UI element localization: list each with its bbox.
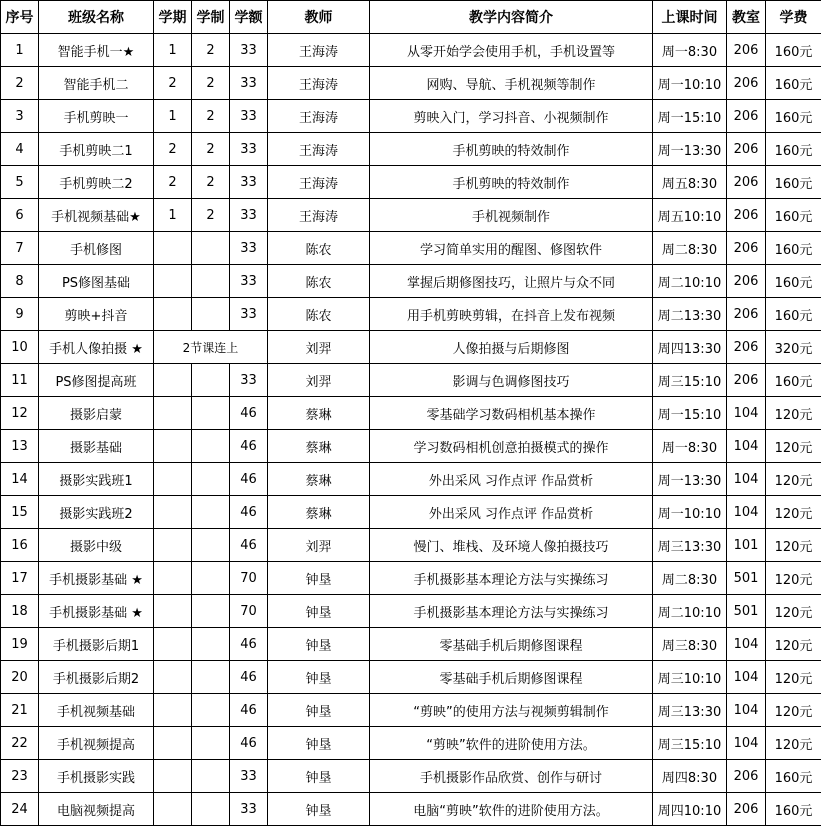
cell-fee: 320元: [766, 331, 821, 364]
cell-content: 学习数码相机创意拍摄模式的操作: [370, 430, 653, 463]
cell-teacher: 钟垦: [268, 694, 370, 727]
cell-quota: 46: [230, 628, 268, 661]
cell-no: 16: [1, 529, 39, 562]
cell-room: 501: [727, 562, 766, 595]
cell-term: [154, 661, 192, 694]
cell-length: [192, 298, 230, 331]
cell-content: 零基础手机后期修图课程: [370, 628, 653, 661]
table-row: [1, 694, 821, 727]
table-row: [1, 595, 821, 628]
cell-term: 1: [154, 199, 192, 232]
cell-length: [192, 463, 230, 496]
cell-no: 17: [1, 562, 39, 595]
cell-term: [154, 595, 192, 628]
cell-teacher: 王海涛: [268, 100, 370, 133]
cell-quota: 46: [230, 529, 268, 562]
table-row: [1, 265, 821, 298]
table-row: [1, 463, 821, 496]
cell-fee: 160元: [766, 298, 821, 331]
cell-term: [154, 760, 192, 793]
cell-length: 2: [192, 199, 230, 232]
cell-content: 剪映入门，学习抖音、小视频制作: [370, 100, 653, 133]
cell-room: 104: [727, 430, 766, 463]
table-row: [1, 760, 821, 793]
cell-term: 1: [154, 34, 192, 67]
cell-teacher: 钟垦: [268, 793, 370, 826]
cell-class-name: 摄影实践班2: [39, 496, 154, 529]
cell-room: 206: [727, 298, 766, 331]
cell-no: 24: [1, 793, 39, 826]
cell-merged-note: 2节课连上: [154, 331, 268, 364]
cell-fee: 120元: [766, 397, 821, 430]
table-row: [1, 727, 821, 760]
cell-quota: 33: [230, 133, 268, 166]
cell-no: 6: [1, 199, 39, 232]
cell-term: [154, 364, 192, 397]
cell-fee: 160元: [766, 265, 821, 298]
header-content: 教学内容简介: [370, 1, 653, 34]
cell-time: 周二10:10: [653, 595, 727, 628]
cell-room: 206: [727, 34, 766, 67]
cell-content: 用手机剪映剪辑，在抖音上发布视频: [370, 298, 653, 331]
cell-length: 2: [192, 166, 230, 199]
table-row: [1, 562, 821, 595]
cell-time: 周二8:30: [653, 232, 727, 265]
cell-content: “剪映”的使用方法与视频剪辑制作: [370, 694, 653, 727]
cell-quota: 33: [230, 265, 268, 298]
table-row: [1, 199, 821, 232]
cell-quota: 70: [230, 595, 268, 628]
cell-no: 15: [1, 496, 39, 529]
cell-fee: 160元: [766, 133, 821, 166]
cell-content: 网购、导航、手机视频等制作: [370, 67, 653, 100]
cell-time: 周一10:10: [653, 496, 727, 529]
cell-teacher: 王海涛: [268, 67, 370, 100]
cell-class-name: PS修图提高班: [39, 364, 154, 397]
cell-room: 206: [727, 265, 766, 298]
cell-quota: 46: [230, 430, 268, 463]
cell-fee: 160元: [766, 67, 821, 100]
header-teacher: 教师: [268, 1, 370, 34]
cell-teacher: 钟垦: [268, 760, 370, 793]
cell-quota: 33: [230, 793, 268, 826]
cell-room: 206: [727, 100, 766, 133]
cell-length: [192, 595, 230, 628]
cell-class-name: 手机摄影基础 ★: [39, 595, 154, 628]
cell-time: 周三15:10: [653, 727, 727, 760]
table-row: [1, 232, 821, 265]
cell-room: 206: [727, 67, 766, 100]
cell-length: [192, 727, 230, 760]
cell-fee: 120元: [766, 595, 821, 628]
header-room: 教室: [727, 1, 766, 34]
cell-no: 10: [1, 331, 39, 364]
header-no: 序号: [1, 1, 39, 34]
cell-room: 206: [727, 364, 766, 397]
cell-length: 2: [192, 67, 230, 100]
cell-no: 12: [1, 397, 39, 430]
cell-term: [154, 265, 192, 298]
cell-content: 电脑“剪映”软件的进阶使用方法。: [370, 793, 653, 826]
cell-content: 从零开始学会使用手机，手机设置等: [370, 34, 653, 67]
cell-length: [192, 496, 230, 529]
cell-term: [154, 562, 192, 595]
cell-no: 14: [1, 463, 39, 496]
cell-term: [154, 397, 192, 430]
cell-quota: 33: [230, 298, 268, 331]
cell-quota: 33: [230, 34, 268, 67]
cell-no: 18: [1, 595, 39, 628]
cell-time: 周四8:30: [653, 760, 727, 793]
cell-fee: 160元: [766, 34, 821, 67]
cell-no: 23: [1, 760, 39, 793]
cell-content: 掌握后期修图技巧，让照片与众不同: [370, 265, 653, 298]
cell-quota: 33: [230, 166, 268, 199]
cell-room: 206: [727, 166, 766, 199]
cell-fee: 160元: [766, 166, 821, 199]
table-body: [1, 34, 821, 826]
cell-term: [154, 793, 192, 826]
cell-class-name: 摄影实践班1: [39, 463, 154, 496]
cell-content: 手机摄影基本理论方法与实操练习: [370, 562, 653, 595]
header-length: 学制: [192, 1, 230, 34]
cell-teacher: 刘羿: [268, 529, 370, 562]
cell-fee: 120元: [766, 529, 821, 562]
cell-fee: 160元: [766, 760, 821, 793]
cell-class-name: 手机人像拍摄 ★: [39, 331, 154, 364]
cell-room: 206: [727, 331, 766, 364]
header-class-name: 班级名称: [39, 1, 154, 34]
cell-room: 104: [727, 463, 766, 496]
cell-time: 周五8:30: [653, 166, 727, 199]
cell-length: [192, 760, 230, 793]
cell-class-name: 摄影基础: [39, 430, 154, 463]
cell-room: 104: [727, 694, 766, 727]
cell-quota: 46: [230, 727, 268, 760]
cell-time: 周三15:10: [653, 364, 727, 397]
cell-fee: 120元: [766, 628, 821, 661]
table-row: [1, 331, 821, 364]
cell-term: 2: [154, 166, 192, 199]
cell-room: 206: [727, 133, 766, 166]
header-row: [1, 1, 821, 34]
table-row: [1, 67, 821, 100]
header-term: 学期: [154, 1, 192, 34]
cell-no: 19: [1, 628, 39, 661]
cell-content: 零基础学习数码相机基本操作: [370, 397, 653, 430]
cell-teacher: 陈农: [268, 232, 370, 265]
cell-no: 13: [1, 430, 39, 463]
header-time: 上课时间: [653, 1, 727, 34]
cell-quota: 33: [230, 760, 268, 793]
cell-term: [154, 628, 192, 661]
table-row: [1, 793, 821, 826]
cell-room: 206: [727, 199, 766, 232]
cell-quota: 46: [230, 694, 268, 727]
cell-time: 周三13:30: [653, 529, 727, 562]
cell-class-name: 摄影启蒙: [39, 397, 154, 430]
cell-term: [154, 232, 192, 265]
cell-content: “剪映”软件的进阶使用方法。: [370, 727, 653, 760]
cell-teacher: 王海涛: [268, 133, 370, 166]
cell-fee: 160元: [766, 100, 821, 133]
cell-teacher: 钟垦: [268, 562, 370, 595]
cell-class-name: 电脑视频提高: [39, 793, 154, 826]
cell-time: 周一13:30: [653, 133, 727, 166]
cell-content: 影调与色调修图技巧: [370, 364, 653, 397]
cell-time: 周一15:10: [653, 100, 727, 133]
cell-time: 周四13:30: [653, 331, 727, 364]
cell-quota: 33: [230, 199, 268, 232]
cell-fee: 120元: [766, 694, 821, 727]
cell-length: [192, 661, 230, 694]
cell-time: 周一15:10: [653, 397, 727, 430]
cell-time: 周四10:10: [653, 793, 727, 826]
table-row: [1, 496, 821, 529]
cell-quota: 33: [230, 364, 268, 397]
cell-teacher: 钟垦: [268, 628, 370, 661]
cell-content: 学习简单实用的醒图、修图软件: [370, 232, 653, 265]
cell-term: [154, 430, 192, 463]
cell-room: 206: [727, 760, 766, 793]
cell-room: 101: [727, 529, 766, 562]
cell-class-name: 手机摄影实践: [39, 760, 154, 793]
cell-term: [154, 727, 192, 760]
cell-room: 206: [727, 232, 766, 265]
cell-length: [192, 562, 230, 595]
cell-room: 206: [727, 793, 766, 826]
cell-length: [192, 694, 230, 727]
table-row: [1, 628, 821, 661]
cell-content: 零基础手机后期修图课程: [370, 661, 653, 694]
cell-content: 人像拍摄与后期修图: [370, 331, 653, 364]
cell-no: 7: [1, 232, 39, 265]
cell-term: [154, 463, 192, 496]
cell-class-name: 手机摄影后期2: [39, 661, 154, 694]
cell-term: [154, 496, 192, 529]
cell-no: 3: [1, 100, 39, 133]
cell-time: 周三13:30: [653, 694, 727, 727]
cell-time: 周五10:10: [653, 199, 727, 232]
cell-term: 2: [154, 133, 192, 166]
cell-time: 周二10:10: [653, 265, 727, 298]
cell-content: 手机剪映的特效制作: [370, 166, 653, 199]
cell-class-name: 手机视频提高: [39, 727, 154, 760]
cell-quota: 46: [230, 496, 268, 529]
cell-class-name: 摄影中级: [39, 529, 154, 562]
cell-content: 外出采风 习作点评 作品赏析: [370, 496, 653, 529]
cell-length: [192, 364, 230, 397]
cell-teacher: 蔡琳: [268, 430, 370, 463]
cell-quota: 70: [230, 562, 268, 595]
cell-class-name: 手机视频基础★: [39, 199, 154, 232]
cell-teacher: 钟垦: [268, 595, 370, 628]
cell-no: 4: [1, 133, 39, 166]
cell-length: [192, 793, 230, 826]
cell-no: 5: [1, 166, 39, 199]
header-quota: 学额: [230, 1, 268, 34]
cell-room: 501: [727, 595, 766, 628]
table-row: [1, 397, 821, 430]
cell-length: 2: [192, 100, 230, 133]
cell-room: 104: [727, 727, 766, 760]
cell-term: 1: [154, 100, 192, 133]
cell-no: 8: [1, 265, 39, 298]
cell-class-name: 手机剪映二1: [39, 133, 154, 166]
cell-teacher: 刘羿: [268, 364, 370, 397]
cell-teacher: 王海涛: [268, 34, 370, 67]
cell-class-name: 手机剪映二2: [39, 166, 154, 199]
cell-room: 104: [727, 628, 766, 661]
cell-time: 周二8:30: [653, 562, 727, 595]
cell-length: 2: [192, 133, 230, 166]
cell-time: 周一13:30: [653, 463, 727, 496]
cell-length: [192, 397, 230, 430]
cell-fee: 160元: [766, 364, 821, 397]
cell-teacher: 王海涛: [268, 199, 370, 232]
cell-fee: 120元: [766, 727, 821, 760]
table-row: [1, 430, 821, 463]
cell-teacher: 陈农: [268, 298, 370, 331]
cell-teacher: 钟垦: [268, 661, 370, 694]
cell-content: 慢门、堆栈、及环境人像拍摄技巧: [370, 529, 653, 562]
cell-content: 手机摄影作品欣赏、创作与研讨: [370, 760, 653, 793]
cell-fee: 120元: [766, 430, 821, 463]
cell-fee: 160元: [766, 199, 821, 232]
cell-class-name: 剪映+抖音: [39, 298, 154, 331]
cell-teacher: 刘羿: [268, 331, 370, 364]
cell-time: 周一8:30: [653, 34, 727, 67]
cell-class-name: 手机视频基础: [39, 694, 154, 727]
cell-class-name: 手机摄影基础 ★: [39, 562, 154, 595]
cell-no: 9: [1, 298, 39, 331]
cell-teacher: 蔡琳: [268, 463, 370, 496]
cell-length: [192, 265, 230, 298]
cell-content: 手机摄影基本理论方法与实操练习: [370, 595, 653, 628]
table-row: [1, 166, 821, 199]
cell-length: [192, 430, 230, 463]
cell-teacher: 钟垦: [268, 727, 370, 760]
cell-content: 外出采风 习作点评 作品赏析: [370, 463, 653, 496]
cell-room: 104: [727, 496, 766, 529]
cell-class-name: 智能手机一★: [39, 34, 154, 67]
cell-no: 21: [1, 694, 39, 727]
cell-no: 11: [1, 364, 39, 397]
cell-teacher: 蔡琳: [268, 397, 370, 430]
cell-room: 104: [727, 661, 766, 694]
table-row: [1, 298, 821, 331]
cell-quota: 46: [230, 661, 268, 694]
cell-fee: 120元: [766, 661, 821, 694]
cell-length: [192, 628, 230, 661]
table-row: [1, 364, 821, 397]
table-row: [1, 133, 821, 166]
cell-fee: 160元: [766, 232, 821, 265]
cell-length: [192, 529, 230, 562]
cell-class-name: 手机剪映一: [39, 100, 154, 133]
cell-quota: 33: [230, 67, 268, 100]
cell-term: [154, 298, 192, 331]
cell-time: 周一8:30: [653, 430, 727, 463]
cell-quota: 46: [230, 463, 268, 496]
table-row: [1, 34, 821, 67]
cell-class-name: 手机摄影后期1: [39, 628, 154, 661]
cell-content: 手机剪映的特效制作: [370, 133, 653, 166]
cell-fee: 160元: [766, 793, 821, 826]
cell-time: 周三10:10: [653, 661, 727, 694]
cell-fee: 120元: [766, 463, 821, 496]
cell-no: 2: [1, 67, 39, 100]
cell-length: 2: [192, 34, 230, 67]
cell-term: 2: [154, 67, 192, 100]
cell-quota: 46: [230, 397, 268, 430]
cell-no: 22: [1, 727, 39, 760]
table-row: [1, 100, 821, 133]
cell-class-name: 手机修图: [39, 232, 154, 265]
header-fee: 学费: [766, 1, 821, 34]
cell-teacher: 蔡琳: [268, 496, 370, 529]
cell-quota: 33: [230, 100, 268, 133]
cell-room: 104: [727, 397, 766, 430]
cell-no: 1: [1, 34, 39, 67]
cell-class-name: 智能手机二: [39, 67, 154, 100]
cell-time: 周二13:30: [653, 298, 727, 331]
cell-no: 20: [1, 661, 39, 694]
cell-term: [154, 694, 192, 727]
cell-teacher: 陈农: [268, 265, 370, 298]
cell-fee: 120元: [766, 496, 821, 529]
table-row: [1, 529, 821, 562]
cell-content: 手机视频制作: [370, 199, 653, 232]
cell-time: 周三8:30: [653, 628, 727, 661]
cell-time: 周一10:10: [653, 67, 727, 100]
cell-term: [154, 529, 192, 562]
table-row: [1, 661, 821, 694]
cell-quota: 33: [230, 232, 268, 265]
cell-fee: 120元: [766, 562, 821, 595]
cell-class-name: PS修图基础: [39, 265, 154, 298]
cell-teacher: 王海涛: [268, 166, 370, 199]
cell-length: [192, 232, 230, 265]
